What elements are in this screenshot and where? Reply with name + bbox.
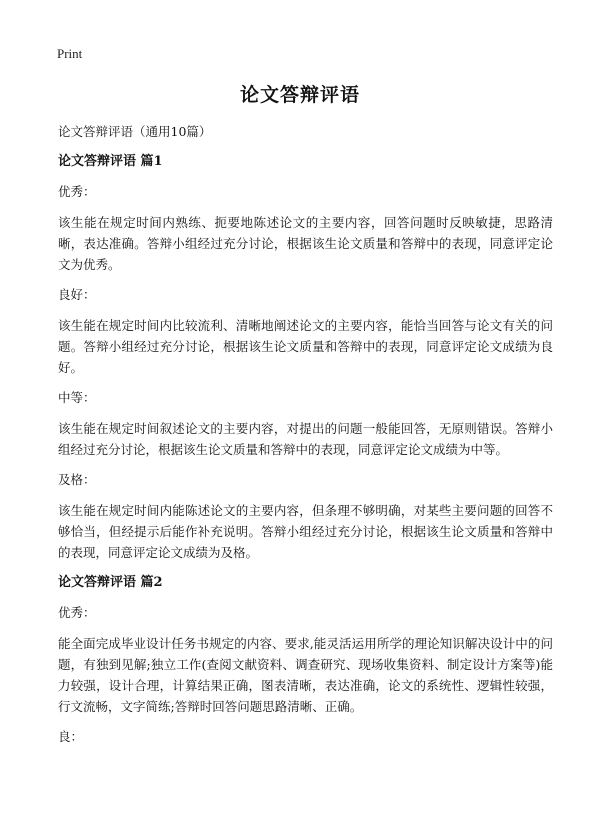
grade-label: 及格： [58, 472, 96, 487]
grade-label: 优秀： [58, 184, 96, 199]
section-heading: 论文答辩评语 篇2 [58, 575, 163, 590]
grade-label: 中等： [58, 390, 96, 405]
grade-label: 良： [58, 729, 84, 744]
print-link[interactable]: Print [57, 46, 83, 61]
grade-comment: 能全面完成毕业设计任务书规定的内容、要求,能灵活运用所学的理论知识解决设计中的问题，有独到见解;独立工作(查阅文献资料、调查研究、现场收集资料、制定设计方案等)能力较强，设计合理，计算结果正确，图表清晰，表达准确，论文的系统性、逻辑性较强，行文流畅，文字简练;答辩时回答问题思路清晰、正确。 [58, 636, 553, 714]
section-heading: 论文答辩评语 篇1 [58, 154, 163, 169]
grade-label: 优秀： [58, 605, 96, 620]
grade-comment: 该生能在规定时间内熟练、扼要地陈述论文的主要内容，回答问题时反映敏捷，思路清晰，表达准确。答辩小组经过充分讨论，根据该生论文质量和答辩中的表现，同意评定论文为优秀。 [58, 215, 553, 272]
grade-comment: 该生能在规定时间叙述论文的主要内容，对提出的问题一般能回答，无原则错误。答辩小组经过充分讨论，根据该生论文质量和答辩中的表现，同意评定论文成绩为中等。 [58, 421, 553, 457]
section-1 [58, 151, 553, 563]
page-title: 论文答辩评语 [239, 84, 360, 106]
grade-comment: 该生能在规定时间内比较流利、清晰地阐述论文的主要内容，能恰当回答与论文有关的问题。答辩小组经过充分讨论，根据该生论文质量和答辩中的表现，同意评定论文成绩为良好。 [58, 318, 553, 375]
document-subtitle: 论文答辩评语（通用10篇） [58, 124, 212, 139]
grade-comment: 该生能在规定时间内能陈述论文的主要内容，但条理不够明确，对某些主要问题的回答不够恰当，但经提示后能作补充说明。答辩小组经过充分讨论，根据该生论文质量和答辩中的表现，同意评定论文成绩为及格。 [58, 503, 553, 560]
grade-label: 良好： [58, 287, 96, 302]
document-body [58, 121, 553, 757]
section-2 [58, 572, 553, 747]
